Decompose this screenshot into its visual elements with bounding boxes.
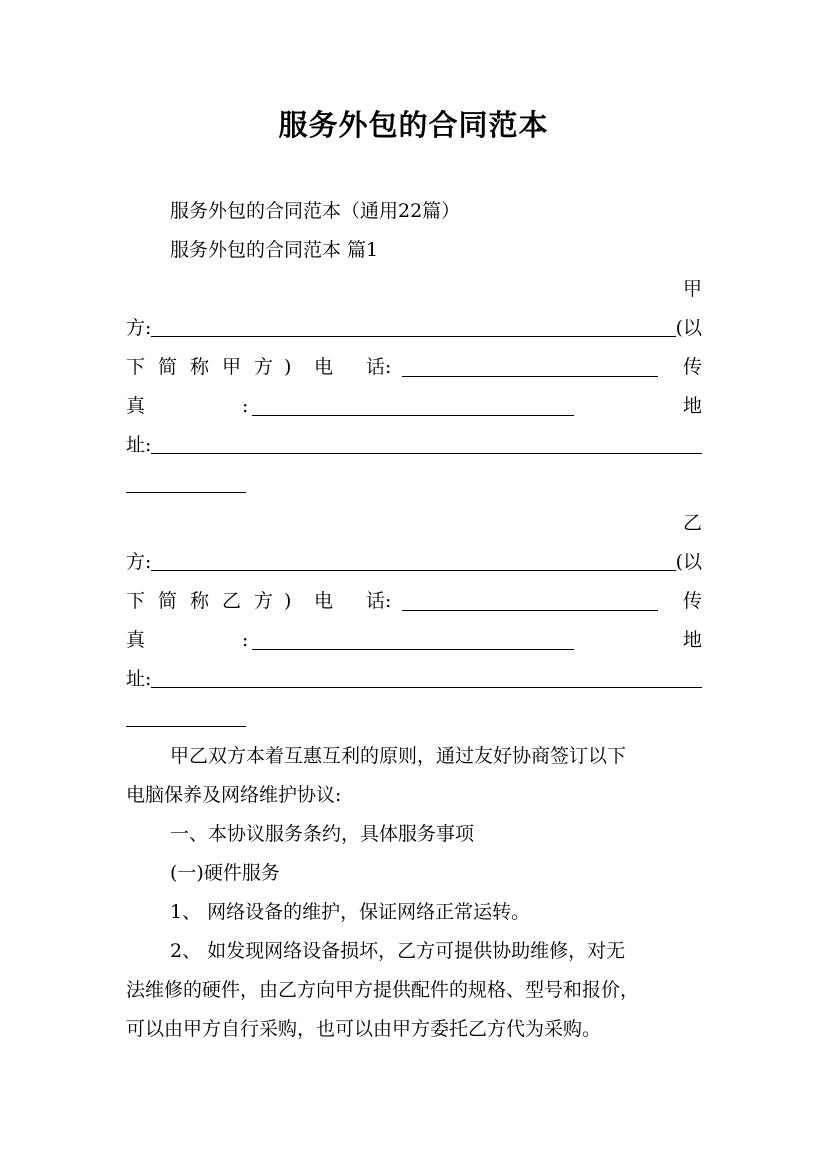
- party-a-phone-label: 电: [314, 356, 334, 378]
- party-b-fax-colon: :: [242, 629, 249, 651]
- subtitle: 服务外包的合同范本（通用22篇）: [170, 200, 461, 222]
- party-b-abbr-2: 简: [158, 590, 178, 612]
- party-b-fax-row: [126, 627, 702, 653]
- party-b-addr-blank[interactable]: [151, 669, 702, 688]
- party-a-name-row: [126, 315, 702, 341]
- party-a-addr-blank-cont[interactable]: [126, 474, 246, 493]
- party-b-fax-char2: 真: [126, 629, 146, 651]
- party-a-abbr-5: 方: [254, 356, 274, 378]
- party-a-fax-blank[interactable]: [252, 397, 574, 416]
- party-b-paren: (以: [675, 551, 702, 573]
- item-1: 1、 网络设备的维护，保证网络正常运转。: [170, 901, 531, 923]
- party-a-phone-row: [126, 354, 702, 380]
- party-b-name-row: [126, 549, 702, 575]
- party-b-addr-label: 址:: [126, 668, 152, 690]
- party-b-abbr-1: 下: [126, 590, 146, 612]
- party-b-phone-label2: 话:: [366, 590, 392, 612]
- party-a-addr-label: 址:: [126, 434, 152, 456]
- item-2-line-2: 法维修的硬件，由乙方向甲方提供配件的规格、型号和报价，: [126, 979, 640, 1001]
- party-b-phone-row: [126, 588, 702, 614]
- party-b-phone-blank[interactable]: [402, 592, 658, 611]
- party-b-abbr-6: ): [284, 590, 292, 612]
- party-a-fax-char2: 真: [126, 395, 146, 417]
- party-b-fax-char: 传: [682, 590, 702, 612]
- party-b-addr-char: 地: [682, 629, 702, 651]
- party-a-addr-blank[interactable]: [151, 435, 702, 454]
- party-a-name-blank[interactable]: [151, 318, 675, 337]
- party-a-abbr-6: ): [284, 356, 292, 378]
- party-b-addr-row: [126, 666, 702, 692]
- item-2-line-1: 2、 如发现网络设备损坏，乙方可提供协助维修，对无: [170, 940, 626, 962]
- document-title: 服务外包的合同范本: [278, 108, 549, 142]
- clause-1: 一、本协议服务条约，具体服务事项: [170, 823, 475, 845]
- party-b-name-blank[interactable]: [151, 552, 675, 571]
- party-a-char: 甲: [682, 278, 702, 300]
- section-heading: 服务外包的合同范本 篇1: [170, 239, 379, 261]
- party-b-abbr-4: 乙: [222, 590, 242, 612]
- party-a-label: 方:: [126, 317, 152, 339]
- party-a-phone-label2: 话:: [366, 356, 392, 378]
- clause-1-sub: (一)硬件服务: [170, 862, 280, 884]
- party-b-abbr-5: 方: [254, 590, 274, 612]
- party-b-char: 乙: [682, 512, 702, 534]
- intro-line-2: 电脑保养及网络维护协议:: [126, 784, 342, 806]
- party-b-abbr-3: 称: [190, 590, 210, 612]
- party-b-phone-label: 电: [314, 590, 334, 612]
- party-a-abbr-4: 甲: [222, 356, 242, 378]
- item-2-line-3: 可以由甲方自行采购，也可以由甲方委托乙方代为采购。: [126, 1018, 602, 1040]
- party-a-paren: (以: [675, 317, 702, 339]
- party-a-fax-char: 传: [682, 356, 702, 378]
- party-b-addr-blank-cont[interactable]: [126, 708, 246, 727]
- party-a-addr-row: [126, 432, 702, 458]
- party-b-fax-blank[interactable]: [252, 631, 574, 650]
- party-a-fax-row: [126, 393, 702, 419]
- party-a-phone-blank[interactable]: [402, 358, 658, 377]
- party-a-fax-colon: :: [242, 395, 249, 417]
- party-a-abbr-1: 下: [126, 356, 146, 378]
- party-a-abbr-2: 简: [158, 356, 178, 378]
- party-b-label: 方:: [126, 551, 152, 573]
- party-a-abbr-3: 称: [190, 356, 210, 378]
- intro-line-1: 甲乙双方本着互惠互利的原则，通过友好协商签订以下: [170, 745, 627, 767]
- party-a-addr-char: 地: [682, 395, 702, 417]
